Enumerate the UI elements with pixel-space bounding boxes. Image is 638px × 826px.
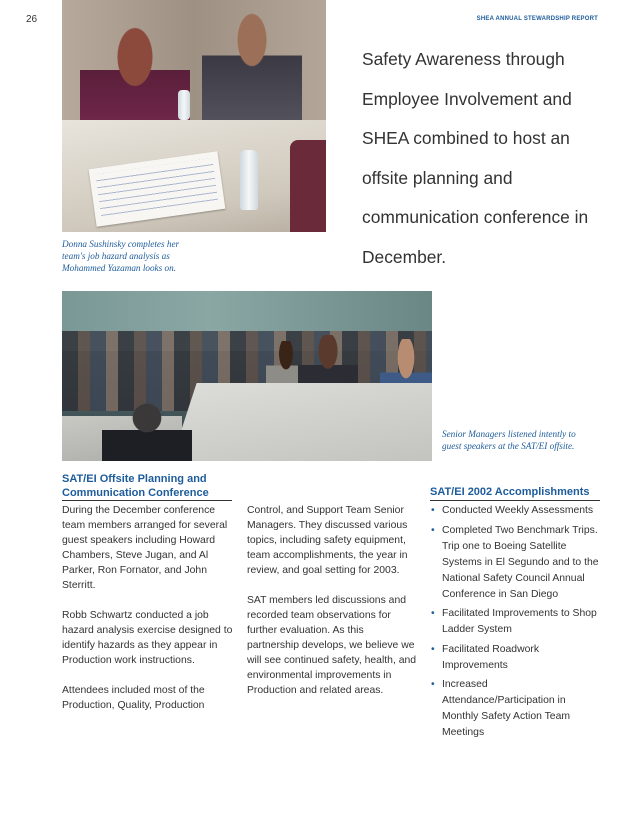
headline: Safety Awareness through Employee Involvement and SHEA combined to host an offsite planning and communication conference in December. (362, 49, 589, 267)
list-item: • Facilitated Roadwork Improvements (430, 642, 602, 674)
body-paragraph: SAT members led discussions and recorded team observations for further evaluation. As this partnership develops, we believe we will see continued safety, health, and environmental improvements in Production and related areas. (247, 595, 417, 696)
body-paragraph: Attendees included most of the Production, Quality, Production (62, 685, 205, 711)
section-divider (62, 500, 232, 501)
list-item: • Increased Attendance/Participation in Monthly Safety Action Team Meetings (430, 677, 602, 741)
accomplishments-divider (430, 500, 600, 501)
photo-top-caption: Donna Sushinsky completes her team's job hazard analysis as Mohammed Yazaman looks on. (62, 239, 180, 273)
page-number: 26 (26, 14, 38, 25)
accomplishments-list (430, 503, 602, 745)
body-paragraph: Control, and Support Team Senior Managers. They discussed various topics, including safety equipment, team accomplishments, the year in review, and goal setting for 2003. (247, 505, 408, 576)
list-item: • Facilitated Improvements to Shop Ladder System (430, 606, 602, 638)
body-paragraph: During the December conference team members arranged for several guest speakers including Howard Chambers, Steve Jugan, and Al Parker, Ron Fornator, and John Sterritt. (62, 505, 228, 591)
list-item: • Completed Two Benchmark Trips. Trip one to Boeing Satellite Systems in El Segundo and to the National Safety Council Annual Conference in San Diego (430, 523, 602, 603)
accomplishments-heading: SAT/EI 2002 Accomplishments (430, 486, 590, 498)
list-item: • Conducted Weekly Assessments (430, 503, 602, 519)
body-column-2 (247, 503, 417, 713)
body-paragraph: Robb Schwartz conducted a job hazard analysis exercise designed to identify hazards as they appear in Production work instructions. (62, 610, 233, 666)
report-title: SHEA ANNUAL STEWARDSHIP REPORT (476, 16, 598, 22)
photo-senior-managers (62, 291, 432, 461)
photo-team-hazard-analysis (62, 0, 326, 232)
photo-bottom-caption: Senior Managers listened intently to guest speakers at the SAT/EI offsite. (442, 429, 576, 451)
body-column-1 (62, 503, 234, 728)
section-heading: SAT/EI Offsite Planning and Communication Conference (62, 473, 209, 499)
